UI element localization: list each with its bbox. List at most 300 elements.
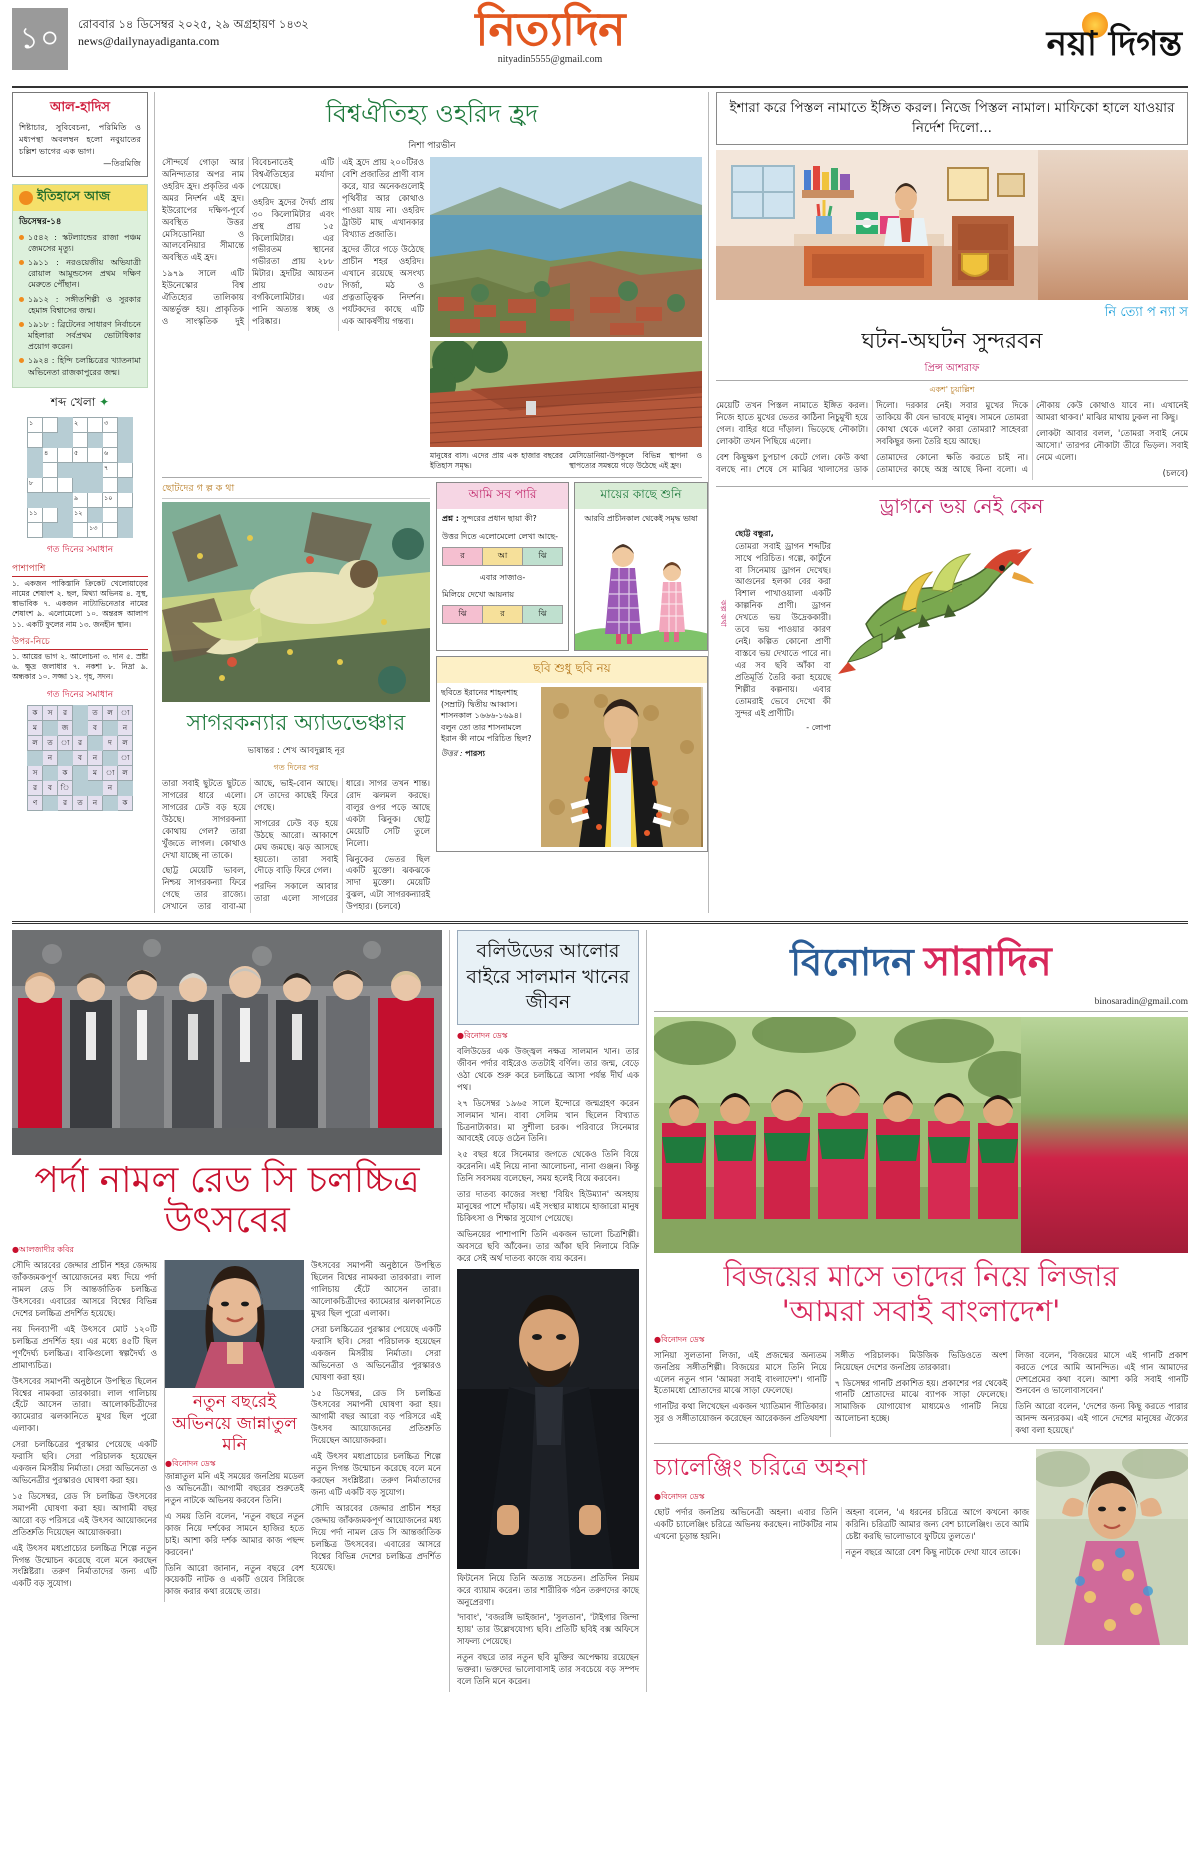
paragraph: এই হ্রদে প্রায় ২০০টিরও বেশি প্রজাতির প্রাণী বাস করে, যার অনেকগুলোই পৃথিবীর আর কোথাও পাওয়া যায় না। ওহরিদ ট্রাউট মাছ এখানকার বিখ্যাত প্রজাতি। — [342, 157, 424, 239]
divider — [716, 486, 1188, 487]
solution-cell-blocked — [88, 735, 103, 750]
hadith-box — [12, 92, 148, 177]
crossword-cell[interactable] — [43, 417, 58, 432]
feature-layout — [162, 157, 702, 471]
ohona-photo-art — [1036, 1449, 1188, 1645]
crossword-cell[interactable]: ৭ — [103, 462, 118, 477]
crossword-cell-blocked — [58, 507, 73, 522]
crossword-cell[interactable] — [103, 432, 118, 447]
solution-cell: ত — [43, 735, 58, 750]
solution-cell: র — [58, 705, 73, 720]
hint-2: এবার সাজাও- — [479, 572, 526, 582]
solution-cell: ন — [103, 780, 118, 795]
liza-group-photo — [654, 1017, 1188, 1253]
solution-cell: ি — [58, 780, 73, 795]
ohona-photo — [1036, 1449, 1188, 1645]
publication-brand — [1047, 18, 1182, 75]
crossword-cell-blocked — [118, 417, 133, 432]
roof-photo — [430, 341, 702, 447]
paragraph: ছোট্ট মেয়েটি ভাবল, নিশ্চয় সাগরকন্যা ফিরে গেছে তার রাজ্যে। সেখানে তার বাবা-মা আছে, ভাই-বোন আছে। সে তাদের কাছেই ফিরে গেছে। — [162, 777, 338, 912]
salman-photo — [457, 1269, 639, 1569]
serial-chapter: একশ' চুয়াল্লিশ — [929, 385, 975, 395]
ohona-headline: চ্যালেঞ্জিং চরিত্রে অহনা — [654, 1455, 868, 1482]
crossword-cell-blocked — [58, 462, 73, 477]
middle-column — [154, 92, 702, 913]
liza-headline-line1: বিজয়ের মাসে তাদের নিয়ে লিজার — [723, 1259, 1119, 1294]
dragon-intro: ছোট্ট বন্ধুরা, — [735, 528, 774, 538]
ohona-section — [654, 1449, 1188, 1645]
letter-tile[interactable]: ঝি — [442, 605, 483, 624]
paragraph: ছোট পর্দার জনপ্রিয় অভিনেত্রী অহনা। এবার তিনি একটি চ্যালেঞ্জিং চরিত্রে অভিনয় করছেন। নাটকটির নাম এখনো চূড়ান্ত হয়নি। — [654, 1507, 838, 1541]
crossword-cell-blocked — [43, 522, 58, 537]
red-sea-paragraphs-cont — [311, 1260, 441, 1574]
serial-body — [716, 400, 1188, 480]
solution-cell-blocked — [103, 750, 118, 765]
letter-tile[interactable]: র — [483, 605, 523, 624]
crossword-cell[interactable] — [88, 492, 103, 507]
serial-label: নি ত্যো প ন্যা স — [1104, 305, 1188, 321]
divider — [162, 477, 702, 478]
solution-cell-blocked — [103, 720, 118, 735]
paragraph: ফিটনেস নিয়ে তিনি অত্যন্ত সচেতন। প্রতিদিন নিয়ম করে ব্যায়াম করেন। তার শারীরিক গঠন তরুণদের কাছে অনুপ্রেরণা। — [457, 1572, 639, 1607]
crossword-cell[interactable]: ৬ — [103, 447, 118, 462]
crossword-cell-blocked — [58, 417, 73, 432]
crossword-cell-blocked — [43, 432, 58, 447]
solution-cell: া — [118, 705, 133, 720]
crossword-cell[interactable]: ১০ — [103, 492, 118, 507]
crossword-cell-blocked — [118, 477, 133, 492]
crossword-cell[interactable] — [118, 462, 133, 477]
paragraph: ৭ ডিসেম্বর গানটি প্রকাশিত হয়। প্রকাশের পর থেকেই গানটি শ্রোতাদের মাঝে ব্যাপক সাড়া ফেলেছে। সামাজিক যোগাযোগ মাধ্যমেও গানটি নিয়ে আলোচনা হচ্ছে। — [834, 1377, 1008, 1424]
paragraph: তারা সবাই ছুটতে ছুটতে সাগরের ধারে এলো। সাগরের ঢেউ বড় হয়ে উঠছে। সাগরকন্যা কোথায় গেল? তারা খুঁজতে লাগল। কোথাও দেখা যাচ্ছে না তাকে। — [162, 777, 246, 860]
list-item: ১৫৪২ : স্কটল্যান্ডের রাজা পঞ্চম জেমসের মৃত্যু। — [19, 232, 141, 254]
crossword-solution-title-2: গত দিনের সমাধান — [46, 689, 114, 700]
crossword-cell[interactable] — [88, 417, 103, 432]
red-sea-layout — [12, 1260, 442, 1602]
dragon-main — [735, 492, 1188, 736]
crossword-cell[interactable] — [103, 507, 118, 522]
crossword-cell-blocked — [28, 492, 43, 507]
paragraph: তিনি আরো বলেন, 'দেশের জন্য কিছু করতে পারার আনন্দ অন্যরকম। এই গানে দেশের মানুষের ঐক্যের কথা বলা হয়েছে।' — [1015, 1401, 1188, 1436]
mermaid-art — [162, 502, 430, 702]
crossword-cell-blocked — [73, 477, 88, 492]
crossword-cell-blocked — [118, 432, 133, 447]
crossword-cell[interactable] — [28, 432, 43, 447]
dragon-paragraph: তোমরা সবাই ড্রাগন শব্দটির সাথে পরিচিত। গল্পে, কার্টুনে বা সিনেমায় ড্রাগন দেখেছ। আগুনের হলকা বের করা বিশাল পাখাওয়ালা একটি কাল্পনিক প্রাণী। ড্রাগন দেখতে ভয় উদ্রেককারী। তবে ভয় পাওয়ার কারণ নেই। কল্পিত কোনো প্রাণী বাস্তবে ভয় দেখাতে পারে না। এর সব ছবি আঁকা বা প্রতিমূর্তি তৈরি করা হয়েছে শিল্পীর কল্পনায়। এবার তোমরাই ভেবে দেখো কী সুন্দর এই প্রাণীটি। — [735, 540, 831, 718]
crossword-cell-blocked — [73, 462, 88, 477]
red-sea-block — [12, 930, 442, 1692]
liza-paragraphs — [654, 1350, 1188, 1437]
paragraph: নতুন বছরে আরো বেশ কিছু নাটকে দেখা যাবে তাকে। — [845, 1546, 1021, 1557]
crossword-cell-blocked — [58, 522, 73, 537]
crossword-cell[interactable] — [43, 477, 58, 492]
chobi-answer — [441, 748, 537, 760]
mermaid-block — [162, 482, 430, 913]
crossword-cell[interactable]: ১২ — [73, 507, 88, 522]
king-portrait-art — [541, 687, 701, 847]
crossword-cell[interactable] — [103, 522, 118, 537]
divider — [716, 380, 1188, 381]
lake-photo-caption: মানুষের বাস। এদের প্রায় এক হাজার বছরের ইতিহাস সমৃদ্ধ। — [430, 451, 563, 470]
mermaid-illustration — [162, 502, 430, 702]
feature-text-block — [162, 157, 424, 471]
kids-panel-row — [436, 482, 708, 651]
history-list — [19, 232, 141, 378]
crossword-cell[interactable]: ৯ — [73, 492, 88, 507]
solution-cell: ত — [73, 795, 88, 810]
paragraph: হ্রদের তীরে গড়ে উঠেছে প্রাচীন শহর ওহরিদ। এখানে রয়েছে অসংখ্য গির্জা, মঠ ও প্রত্নতাত্ত্বিক নিদর্শন। পর্যটকদের কাছে এটি এক আকর্ষণীয় গন্তব্য। — [342, 244, 424, 326]
contact-email: news@dailynayadiganta.com — [78, 33, 220, 48]
chobi-sudhu-body — [437, 683, 707, 851]
red-sea-headline: পর্দা নামল রেড সি চলচ্চিত্র উৎসবের — [34, 1160, 420, 1241]
crossword-cell[interactable] — [103, 477, 118, 492]
chobi-sudhu-panel — [436, 656, 708, 852]
crossword-cell[interactable]: ৫ — [73, 447, 88, 462]
paragraph: লোকটা আবার বলল, 'তোমরা সবাই নেমে আসো।' তারপর নৌকাটা তীরে ভিড়ল। সবাই নেমে এলো। — [1036, 427, 1188, 462]
paragraph: ১৯৭৯ সালে এটি ইউনেস্কোর বিশ্ব ঐতিহ্যের তালিকায় অন্তর্ভুক্ত হয়। প্রাকৃতিক ও সাংস্কৃতিক দুই বিবেচনাতেই এটি বিশ্বঐতিহ্যের মর্যাদা পেয়েছে। — [162, 157, 334, 326]
paragraph: লিজা বলেন, 'বিজয়ের মাসে এই গানটি প্রকাশ করতে পেরে আমি আনন্দিত। এই গান আমাদের দেশপ্রেমের কথা বলে। আশা করি সবাই গানটি শুনবেন ও ভালোবাসবেন।' — [1015, 1349, 1188, 1396]
mayer-kache-title: মায়ের কাছে শুনি — [575, 483, 707, 509]
crossword-cell[interactable] — [43, 507, 58, 522]
moni-photo-art — [165, 1260, 304, 1388]
paragraph: ঝিনুকের ভেতর ছিল একটি মুক্তো। ঝকঝকে সাদা মুক্তো। মেয়েটি বুঝল, এটা সাগরকন্যারই উপহার। (চলবে) — [346, 853, 430, 912]
nameplate-email: nityadin5555@gmail.com — [497, 54, 603, 65]
bullet-dot-icon — [19, 191, 33, 205]
mermaid-columns — [162, 778, 430, 913]
crossword-label: শব্দ খেলা — [50, 394, 96, 409]
date-line: রোববার ১৪ ডিসেম্বর ২০২৫, ২৯ অগ্রহায়ণ ১৪৩২ — [78, 17, 309, 31]
masthead — [0, 0, 1200, 86]
serial-author: প্রিন্স আশরাফ — [924, 363, 980, 375]
solution-cell-blocked — [118, 780, 133, 795]
ohona-desk: ● বিনোদন ডেস্ক — [654, 1491, 1029, 1504]
paragraph: সৌদি আরবের জেদ্দার প্রাচীন শহর জেদ্দায় জাঁকজমকপূর্ণ আয়োজনের মধ্য দিয়ে পর্দা নামল রেড সি আন্তর্জাতিক চলচ্চিত্র উৎসবের। এবারের আসরে বিশ্বের বিভিন্ন দেশের চলচ্চিত্র প্রদর্শিত হয়েছে। — [311, 1502, 441, 1573]
solution-cell-blocked — [73, 705, 88, 720]
crossword-cell-blocked — [88, 462, 103, 477]
mermaid-byline: ভাষান্তর : শেখ আবদুল্লাহ নূর — [247, 745, 345, 756]
paragraph: তার দাতব্য কাজের সংস্থা 'বিয়িং হিউম্যান' অসহায় মানুষের পাশে দাঁড়ায়। এই সংস্থার মাধ্যমে হাজারো মানুষ চিকিৎসা ও শিক্ষার সুযোগ পেয়েছে। — [457, 1189, 639, 1224]
crossword-title — [12, 394, 148, 414]
crossword-down-clues: ১. আয়ের ভাগ ২. আলোচনা ৩. দান ৫. স্রষ্টা ৬. ক্ষুদ্র জলাধার ৭. নকশা ৮. নিদ্রা ৯. অন্ধকার ১০. সজ্জা ১২. গৃহ, সদন। — [12, 651, 148, 682]
kids-row — [162, 482, 702, 913]
paragraph: সৌদি আরবের জেদ্দার প্রাচীন শহর জেদ্দায় জাঁকজমকপূর্ণ আয়োজনের মধ্য দিয়ে পর্দা নামল রেড সি আন্তর্জাতিক চলচ্চিত্র উৎসবের। এবারের আসরে বিশ্বের বিভিন্ন দেশের চলচ্চিত্র প্রদর্শিত হয়েছে। — [12, 1260, 157, 1318]
page-number: ১০ — [12, 8, 68, 70]
mermaid-headline: সাগরকন্যার অ্যাডভেঞ্চার — [186, 710, 406, 736]
solution-cell-blocked — [73, 720, 88, 735]
paragraph: বলিউডের এক উজ্জ্বল নক্ষত্র সালমান খান। তার জীবন পর্দার বাইরেও ততটাই বর্ণিল। তার জন্ম, বেড়ে ওঠা থেকে শুরু করে চলচ্চিত্রে আসা পর্যন্ত দীর্ঘ এক পথ। — [457, 1046, 639, 1092]
solution-cell-blocked — [58, 750, 73, 765]
solution-cell-blocked — [103, 795, 118, 810]
hadith-title: আল-হাদিস — [50, 100, 110, 115]
divider — [654, 1011, 1188, 1012]
crossword-cell-blocked — [118, 522, 133, 537]
crossword-cell[interactable]: ৮ — [28, 477, 43, 492]
red-sea-text-left — [12, 1260, 157, 1602]
solution-cell: স — [43, 705, 58, 720]
solution-cell: ম — [88, 765, 103, 780]
crossword-cell-blocked — [88, 432, 103, 447]
solution-cell: ক — [118, 795, 133, 810]
serial-title: ঘটন-অঘটন সুন্দরবন — [861, 329, 1043, 355]
dragon-illustration — [836, 528, 1188, 678]
letter-row-2[interactable] — [442, 605, 563, 624]
crossword-cell[interactable]: ২ — [73, 417, 88, 432]
crossword-cell-blocked — [118, 507, 133, 522]
crossword-solution-title: গত দিনের সমাধান — [46, 544, 114, 555]
solution-cell-blocked — [28, 750, 43, 765]
history-header — [13, 185, 147, 211]
moni-desk: ● বিনোদন ডেস্ক — [165, 1458, 304, 1471]
paragraph: ১৫ ডিসেম্বর, রেড সি চলচ্চিত্র উৎসবের সমাপনী ঘোষণা করা হয়। আগামী বছর আরো বড় পরিসরে এই উৎসব আয়োজনের প্রতিশ্রুতি দিয়েছেন আয়োজকরা। — [12, 1490, 157, 1537]
paragraph: জান্নাতুল মনি এই সময়ের জনপ্রিয় মডেল ও অভিনেত্রী। আগামী বছরের শুরুতেই নতুন নাটকে অভিনয় করবেন তিনি। — [165, 1471, 304, 1505]
paragraph: এই উৎসব মধ্যপ্রাচ্যের চলচ্চিত্র শিল্পে নতুন দিগন্ত উন্মোচন করেছে বলে মনে করছেন সংশ্লিষ্টরা। তরুণ নির্মাতাদের জন্য এটি একটি বড় সুযোগ। — [12, 1542, 157, 1589]
office-art — [716, 150, 1038, 300]
entertainment-section — [0, 930, 1200, 1692]
mayer-kache-text: আরবি প্রাচীনকাল থেকেই সমৃদ্ধ ভাষা — [584, 513, 698, 523]
brand-title: নয়া দিগন্ত — [1046, 24, 1182, 64]
solution-cell: া — [58, 735, 73, 750]
solution-cell: দ — [103, 735, 118, 750]
crossword-cell[interactable] — [88, 447, 103, 462]
red-sea-text-right — [311, 1260, 441, 1602]
nameplate-title: নিত্যদিন — [475, 2, 625, 56]
dragon-text — [735, 528, 831, 736]
paragraph: নতুন বছরে তার নতুন ছবি মুক্তির অপেক্ষায় রয়েছেন ভক্তরা। ভক্তদের ভালোবাসাই তার সবচেয়ে বড় সম্পদ বলে তিনি মনে করেন। — [457, 1652, 639, 1687]
paragraph: বেশ কিছুক্ষণ চুপচাপ কেটে গেল। কেউ কথা বলছে না। শেষে সে মাঝির খালাসের ডাক দিলো। দরকার নেই। সবার মুখের দিকে তাকিয়ে কী যেন ভাবছে মানুষ। সামনে তোমরা কোথা থেকে এলে? কারা তোমরা? সাহেবরা সবকিছুর জন্য তৈরি হয়ে আছে। — [716, 400, 1028, 474]
solution-cell-blocked — [88, 780, 103, 795]
salman-paragraphs-cont — [457, 1573, 639, 1688]
paragraph: ১৫ ডিসেম্বর, রেড সি চলচ্চিত্র উৎসবের সমাপনী ঘোষণা করা হয়। আগামী বছর আরো বড় পরিসরে এই উৎসব আয়োজনের প্রতিশ্রুতি দিয়েছেন আয়োজকরা। — [311, 1387, 441, 1446]
salman-headline: বলিউডের আলোর বাইরে সালমান খানের জীবন — [457, 930, 639, 1025]
serial-headline-box — [716, 92, 1188, 145]
solution-cell: ম — [28, 720, 43, 735]
lake-photo — [430, 157, 702, 337]
red-carpet-art — [12, 930, 442, 1155]
crossword-cell[interactable] — [73, 432, 88, 447]
top-section — [0, 88, 1200, 913]
list-item: ১৯১৮ : ব্রিটেনের সাধারণ নির্বাচনে মহিলারা সর্বপ্রথম ভোটাধিকার প্রয়োগ করেন। — [19, 319, 141, 353]
crossword-cell-blocked — [88, 477, 103, 492]
paragraph: সেরা চলচ্চিত্রের পুরস্কার পেয়েছে একটি ফরাসি ছবি। সেরা পরিচালক হয়েছেন একজন মিসরীয় নির্মাতা। সেরা অভিনেতা ও অভিনেত্রীর পুরস্কারও ঘোষণা করা হয়। — [12, 1439, 157, 1485]
crossword-cell[interactable] — [43, 462, 58, 477]
solution-cell: ন — [88, 795, 103, 810]
dragon-headline: ড্রাগনে ভয় নেই কেন — [879, 493, 1044, 518]
answer-value: পারস্য — [465, 748, 485, 758]
crossword-cell-blocked — [88, 507, 103, 522]
crossword-cell[interactable]: ৩ — [103, 417, 118, 432]
crossword-cell[interactable] — [73, 522, 88, 537]
question-text: সুন্দরের প্রধান ছায়া কী? — [461, 513, 537, 523]
mother-child-art — [575, 530, 707, 650]
crossword-cell-blocked — [58, 432, 73, 447]
crossword-across-clues: ১. একজন পাকিস্তানি ক্রিকেট খেলোয়াড়ের নামের শেষাংশ ২. ছল, মিথ্যা অভিনয় ৪. সুস্থ, স্বাভাবিক ৭. একজন নাট্যাভিনেতার নামের শেষাংশ ৯. এলোমেলো ১০. অন্তরঙ্গ আলাপ ১১. একটি ফুলের নাম ১৩. জনহীন স্থান। — [12, 578, 148, 629]
ohona-paragraphs — [654, 1507, 1029, 1559]
chobi-sudhu-text: ছবিতে ইরানের শাহনশাহ (সম্রাট) দ্বিতীয় আব্বাস। শাসনকাল ১৬৬৬-১৬৯৪। বলুন তো তার শাসনামলে ইরান কী নামে পরিচিত ছিল? — [441, 687, 532, 744]
solution-cell: ল — [118, 765, 133, 780]
entertainment-nameplate — [654, 930, 1188, 997]
king-portrait — [541, 687, 703, 847]
feature-columns — [162, 157, 424, 331]
paragraph: এ সময় তিনি বলেন, 'নতুন বছরে নতুন কাজ নিয়ে দর্শকের সামনে হাজির হতে চাই। আশা করি দর্শক আমার কাজ পছন্দ করবেন।' — [165, 1510, 304, 1557]
paragraph: মেয়েটি তখন পিস্তল নামাতে ইঙ্গিত করল। নিজে হাতে মুখের ভেতর কাঠিনা নিচুমুখী হয়ে গেল। বাহির ধরে দাঁড়াল। ভিড়েছে নৌকাটা। লোকটা তখন পিছিয়ে এলো। — [716, 400, 868, 446]
solution-cell: জ — [58, 720, 73, 735]
paragraph: 'দাবাং', 'বজরঙ্গি ভাইজান', 'সুলতান', 'টাইগার জিন্দা হ্যায়' তার উল্লেখযোগ্য ছবি। প্রতিটি ছবিই বক্স অফিসে সাফল্য পেয়েছে। — [457, 1612, 639, 1647]
question-label: প্রশ্ন : — [442, 513, 459, 523]
red-sea-paragraphs — [12, 1260, 157, 1590]
crossword-cell[interactable]: ১ — [28, 417, 43, 432]
moni-photo — [165, 1260, 304, 1388]
divider — [654, 1443, 1188, 1444]
letter-tile[interactable]: র — [442, 547, 483, 566]
letter-tile[interactable]: ঝি — [523, 605, 563, 624]
hadith-source: —তিরমিজি — [103, 157, 141, 168]
solution-cell-blocked — [43, 765, 58, 780]
solution-cell: র — [58, 795, 73, 810]
paragraph: ২৭ ডিসেম্বর ১৯৬৫ সালে ইন্দোরে জন্মগ্রহণ করেন সালমান খান। বাবা সেলিম খান ছিলেন বিখ্যাত চিত্রনাট্যকার। মা সুশীলা চরক। পরিবারে সিনেমার আবহেই বেড়ে ওঠেন তিনি। — [457, 1097, 639, 1144]
dragon-art — [836, 528, 1036, 678]
group-photo-art — [654, 1017, 1021, 1253]
section-divider — [12, 921, 1188, 924]
chobi-sudhu-text-block — [441, 687, 537, 847]
crossword-cell[interactable]: ১১ — [28, 507, 43, 522]
roof-photo-caption: মেসিডোনিয়া-উপকূলে বিভিন্ন স্থাপনা ও স্থাপত্যের সমন্বয়ে গড়ে উঠেছে এই হ্রদ। — [569, 451, 702, 470]
letter-tile[interactable]: ঝি — [523, 547, 563, 566]
hint-1: উত্তর দিতে এলোমেলো লেখা আছে- — [442, 531, 559, 541]
paragraph: অহনা বলেন, 'এ ধরনের চরিত্রে আগে কখনো কাজ করিনি। চরিত্রটি আমার জন্য বেশ চ্যালেঞ্জিং। তবে আমি চেষ্টা করছি ভালোভাবে ফুটিয়ে তুলতে।' — [845, 1507, 1029, 1541]
solution-cell-blocked — [43, 720, 58, 735]
solution-cell: ন — [43, 750, 58, 765]
hint-3: মিলিয়ে দেখো আয়নায় — [442, 589, 515, 599]
crossword-cell-blocked — [43, 492, 58, 507]
crossword-cell-blocked — [118, 447, 133, 462]
entertainment-title-b: সারাদিন — [923, 939, 1052, 986]
paragraph: তিনি আরো জানান, নতুন বছরে বেশ কয়েকটি নাটক ও একটি ওয়েব সিরিজে কাজ করার কথা রয়েছে তার। — [165, 1562, 304, 1597]
crossword-grid[interactable] — [27, 417, 133, 538]
paragraph: গানটির কথা লিখেছেন একজন খ্যাতিমান গীতিকার। সুর ও সঙ্গীতায়োজন করেছেন আরেকজন প্রতিথযশা সঙ্গীত পরিচালক। মিউজিক ভিডিওতে অংশ নিয়েছেন দেশের জনপ্রিয় তারকারা। — [654, 1349, 1008, 1424]
right-column — [708, 92, 1188, 913]
serial-headline: ইশারা করে পিস্তল নামাতে ইঙ্গিত করল। নিজে পিস্তল নামাল। মাফিকো হালে যাওয়ার নির্দেশ দিলো... — [729, 100, 1175, 136]
solution-cell: ন — [118, 720, 133, 735]
solution-cell: ব — [43, 780, 58, 795]
ami-sob-pari-body — [437, 509, 568, 628]
mayer-kache-panel — [574, 482, 708, 651]
office-illustration — [716, 150, 1188, 300]
ami-sob-pari-title: আমি সব পারি — [437, 483, 568, 509]
mermaid-part-label: গত দিনের পর — [273, 762, 319, 772]
liza-desk: ● বিনোদন ডেস্ক — [654, 1334, 1188, 1347]
entertainment-email: binosaradin@gmail.com — [1094, 997, 1188, 1008]
crossword-cell[interactable]: ১৩ — [88, 522, 103, 537]
paragraph: পরদিন সকালে আবার তারা এলো সাগরের ধারে। সাগর তখন শান্ত। রোদ ঝলমল করছে। বালুর ওপর পড়ে আছে একটা ঝিনুক। ছোট্ট মেয়েটি সেটি তুলে নিলো। — [254, 777, 430, 904]
moni-paragraphs — [165, 1471, 304, 1598]
red-carpet-photo — [12, 930, 442, 1155]
solution-cell: স — [28, 765, 43, 780]
solution-cell: ল — [28, 735, 43, 750]
paragraph: সৌন্দর্যে গোড়া আর অনিন্দ্যতার অপর নাম ওহরিদ হ্রদ। প্রকৃতির এক অমর নিদর্শন এই হ্রদ। ইউরোপের দক্ষিণ-পূর্বে অবস্থিত উত্তর মেসিডোনিয়া ও আলবেনিয়ার সীমান্তে অবস্থিত এই হ্রদ। — [162, 157, 244, 263]
dragon-section — [716, 492, 1188, 736]
paragraph: সানিয়া সুলতানা লিজা, এই প্রজন্মের অন্যতম জনপ্রিয় সঙ্গীতশিল্পী। বিজয়ের মাসে তিনি নিয়ে এলেন নতুন গান 'আমরা সবাই বাংলাদেশ'। গানটি ইতোমধ্যে শ্রোতাদের মাঝে সাড়া ফেলেছে। — [654, 1349, 827, 1396]
dragon-sign: - লোপা — [806, 723, 831, 733]
paragraph: উৎসবের সমাপনী অনুষ্ঠানে উপস্থিত ছিলেন বিশ্বের নামকরা তারকারা। লাল গালিচায় হেঁটে আসেন তারা। আলোকচিত্রীদের ক্যামেরার ঝলকানিতে মুখর ছিল পুরো এলাকা। — [12, 1375, 157, 1434]
feature-byline: নিশা পারভীন — [408, 141, 456, 151]
list-item: ১৯১১ : নরওয়েজীয় অভিযাত্রী রোয়াল আমুন্ডসেন প্রথম দক্ষিণ মেরুতে পৌঁছান। — [19, 257, 141, 291]
moni-block — [164, 1260, 304, 1602]
salman-desk: ● বিনোদন ডেস্ক — [457, 1030, 639, 1043]
crossword-cell[interactable]: ৪ — [43, 447, 58, 462]
dragon-side-label: কল্প কথা — [719, 600, 728, 628]
solution-cell: া — [103, 765, 118, 780]
section-nameplate — [420, 2, 680, 65]
solution-cell: ব — [88, 720, 103, 735]
crossword-cell[interactable] — [58, 477, 73, 492]
salman-photo-art — [457, 1269, 639, 1569]
crossword-solution-grid — [27, 705, 133, 811]
paragraph: অভিনয়ের পাশাপাশি তিনি একজন ভালো চিত্রশিল্পী। অবসরে ছবি আঁকেন। তার আঁকা ছবি নিলামে বিক্রি করে সেই অর্থ দাতব্য কাজে ব্যয় করেন। — [457, 1228, 639, 1263]
chobi-sudhu-title: ছবি শুধু ছবি নয় — [437, 657, 707, 683]
ohona-text-block — [654, 1449, 1029, 1645]
solution-cell: ণ — [28, 795, 43, 810]
paragraph: সাগরের ঢেউ বড় হয়ে উঠছে আরো। আকাশে মেঘ জমছে। ঝড় আসছে হয়তো। তারা সবাই দৌড়ে বাড়ি ফিরে গেল। — [254, 817, 338, 876]
star-icon: ✦ — [99, 394, 110, 409]
solution-cell: র — [28, 780, 43, 795]
solution-cell: ব — [73, 750, 88, 765]
solution-cell: ন — [88, 750, 103, 765]
moni-headline: নতুন বছরেই অভিনয়ে জান্নাতুল মনি — [172, 1392, 297, 1455]
crossword-cell[interactable] — [118, 492, 133, 507]
mayer-kache-illustration — [575, 530, 707, 650]
letter-tile[interactable]: আ — [483, 547, 523, 566]
list-item: ১৯১২ : সঙ্গীতশিল্পী ও সুরকার হেমাঙ্গ বিশ্বাসের জন্ম। — [19, 294, 141, 316]
solution-cell: ক — [28, 705, 43, 720]
question-line — [442, 513, 563, 526]
roof-photo-art — [430, 341, 702, 447]
dragon-body-row — [735, 528, 1188, 736]
crossword-down-label: উপর-নিচে — [12, 634, 148, 650]
crossword-cell-blocked — [58, 492, 73, 507]
red-sea-desk: ● আলজাদীর কবির — [12, 1244, 442, 1257]
kids-section-label: ছোটদের গ ল্প ক থা — [162, 482, 430, 499]
liza-block — [646, 930, 1188, 1692]
crossword-across-label: পাশাপাশি — [12, 561, 148, 577]
solution-cell: ত — [88, 705, 103, 720]
paragraph: ২৫ বছর ধরে সিনেমার জগতে থেকেও তিনি বিয়ে করেননি। এই নিয়ে নানা আলোচনা, নানা গুঞ্জন। কিন্তু তিনি সবসময় বলেছেন, সময় হলেই বিয়ে করবেন। — [457, 1149, 639, 1184]
crossword-cell-blocked — [28, 447, 43, 462]
paragraph: সেরা চলচ্চিত্রের পুরস্কার পেয়েছে একটি ফরাসি ছবি। সেরা পরিচালক হয়েছেন একজন মিসরীয় নির্মাতা। সেরা অভিনেতা ও অভিনেত্রীর পুরস্কারও ঘোষণা করা হয়। — [311, 1323, 441, 1382]
entertainment-title-a: বিনোদন — [790, 940, 914, 985]
solution-cell: ল — [103, 705, 118, 720]
hadith-text: শিষ্টাচার, সুবিবেচনা, পরিমিতি ও মধ্যপন্থা অবলম্বন হলো নবুয়াতের চল্লিশ ভাগের এক ভাগ। — [19, 122, 141, 156]
solution-cell: া — [118, 750, 133, 765]
photo-captions — [430, 449, 702, 471]
crossword-cell[interactable] — [28, 522, 43, 537]
list-item: ১৯২৪ : হিন্দি চলচ্চিত্রের খ্যাতনামা অভিনেতা রাজকাপুরের জন্ম। — [19, 355, 141, 377]
solution-cell: র — [73, 735, 88, 750]
paragraph: এই উৎসব মধ্যপ্রাচ্যের চলচ্চিত্র শিল্পে নতুন দিগন্ত উন্মোচন করেছে বলে মনে করছেন সংশ্লিষ্টরা। তরুণ নির্মাতাদের জন্য এটি একটি বড় সুযোগ। — [311, 1451, 441, 1497]
solution-cell-blocked — [73, 765, 88, 780]
letter-row-1[interactable] — [442, 547, 563, 566]
date-block — [78, 8, 309, 50]
left-column — [12, 92, 148, 913]
crossword-cell[interactable] — [58, 447, 73, 462]
history-today-box — [12, 184, 148, 388]
paragraph: নয় দিনব্যাপী এই উৎসবে মোট ১২০টি চলচ্চিত্র প্রদর্শিত হয়। এর মধ্যে ৪৫টি ছিল পূর্ণদৈর্ঘ্য চলচ্চিত্র। বাকিগুলো স্বল্পদৈর্ঘ্য ও প্রামাণ্যচিত্র। — [12, 1323, 157, 1370]
continued-marker: (চলবে) — [1162, 467, 1188, 478]
paragraph: উৎসবের সমাপনী অনুষ্ঠানে উপস্থিত ছিলেন বিশ্বের নামকরা তারকারা। লাল গালিচায় হেঁটে আসেন তারা। আলোকচিত্রীদের ক্যামেরার ঝলকানিতে মুখর ছিল পুরো এলাকা। — [311, 1260, 441, 1318]
crossword-cell-blocked — [28, 462, 43, 477]
history-title: ইতিহাসে আজ — [37, 187, 111, 203]
feature-headline: বিশ্বঐতিহ্য ওহরিদ হ্রদ — [325, 99, 539, 128]
feature-photo-block — [430, 157, 702, 471]
